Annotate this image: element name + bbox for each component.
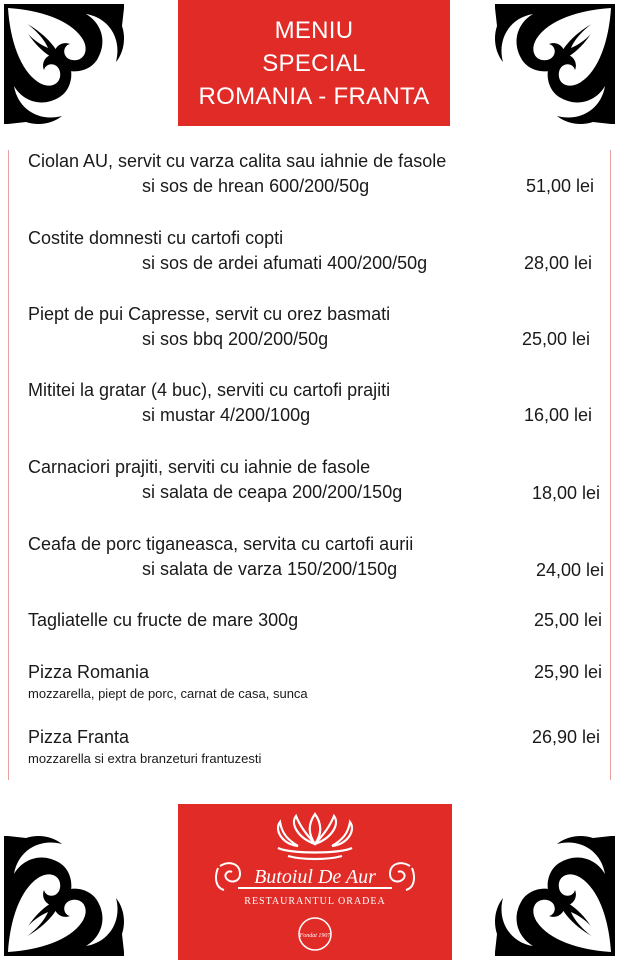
item-name: Tagliatelle cu fructe de mare 300g [28, 610, 299, 630]
logo-subtitle: RESTAURANTUL ORADEA [244, 896, 386, 907]
item-name: Costite domnesti cu cartofi copti [28, 228, 284, 248]
item-name: Carnaciori prajiti, serviti cu iahnie de fasole [28, 457, 371, 477]
item-detail: si sos de hrean 600/200/50g [142, 176, 370, 196]
menu-item [28, 226, 604, 276]
item-name: Ceafa de porc tiganeasca, servita cu cartofi aurii [28, 534, 414, 554]
crown-ornament-icon [278, 814, 352, 859]
item-detail: si mustar 4/200/100g [142, 405, 311, 425]
menu-item [28, 532, 604, 582]
corner-ornament-icon [491, 832, 619, 960]
right-border-line [610, 150, 611, 780]
logo-seal: Fondat 1907 [299, 933, 331, 939]
menu-item [28, 455, 604, 505]
title-line-3: ROMANIA - FRANTA [198, 82, 430, 110]
item-price: 26,90 lei [531, 727, 600, 747]
item-name: Pizza Franta [28, 727, 130, 747]
item-description: mozzarella, piept de porc, carnat de casa, sunca [28, 686, 308, 701]
menu-title-box [178, 0, 450, 126]
item-price: 51,00 lei [525, 176, 594, 196]
restaurant-logo [178, 804, 452, 960]
menu-item [28, 725, 604, 768]
item-detail: si sos bbq 200/200/50g [142, 329, 329, 349]
corner-ornament-icon [491, 0, 619, 128]
item-name: Piept de pui Capresse, servit cu orez basmati [28, 304, 391, 324]
menu-item [28, 302, 604, 352]
menu-item [28, 378, 604, 428]
item-price: 25,00 lei [533, 610, 602, 630]
item-name: Ciolan AU, servit cu varza calita sau iahnie de fasole [28, 151, 447, 171]
title-line-1: MENIU [274, 16, 354, 44]
item-detail: si salata de varza 150/200/150g [142, 559, 398, 579]
item-price: 25,00 lei [521, 329, 590, 349]
menu-item [28, 660, 604, 703]
item-name: Mititei la gratar (4 buc), serviti cu cartofi prajiti [28, 380, 391, 400]
corner-ornament-icon [0, 0, 128, 128]
item-description: mozzarella si extra branzeturi frantuzesti [28, 751, 262, 766]
item-detail: si sos de ardei afumati 400/200/50g [142, 253, 428, 273]
corner-ornament-icon [0, 832, 128, 960]
menu-item [28, 608, 604, 633]
item-price: 18,00 lei [531, 483, 600, 503]
menu-item [28, 149, 604, 199]
title-line-2: SPECIAL [262, 49, 366, 77]
left-border-line [8, 150, 9, 780]
item-price: 24,00 lei [535, 560, 604, 580]
item-price: 25,90 lei [533, 662, 602, 682]
item-detail: si salata de ceapa 200/200/150g [142, 482, 403, 502]
item-price: 28,00 lei [523, 253, 592, 273]
item-price: 16,00 lei [523, 405, 592, 425]
item-name: Pizza Romania [28, 662, 150, 682]
logo-name: Butoiul De Aur [254, 866, 376, 888]
